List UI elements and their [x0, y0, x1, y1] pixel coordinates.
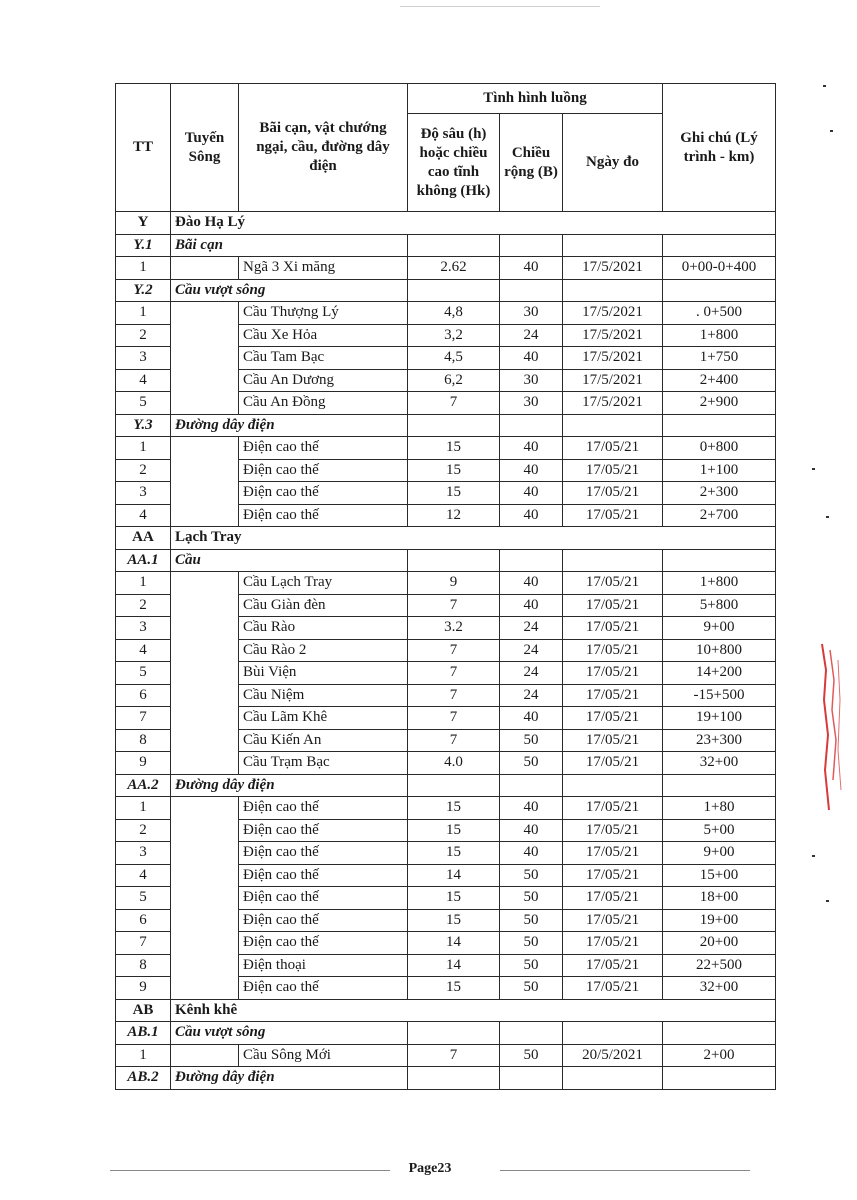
cell-name: Ngã 3 Xi măng: [239, 257, 408, 280]
cell-depth: 15: [408, 819, 500, 842]
cell-tuyen-song: [171, 437, 239, 527]
cell-name: Điện cao thế: [239, 819, 408, 842]
cell-name: Cầu An Đồng: [239, 392, 408, 415]
cell-width: 40: [500, 707, 563, 730]
cell-tt: AB.1: [116, 1022, 171, 1045]
cell-group-name: Đường dây điện: [171, 774, 408, 797]
cell-depth: [408, 774, 500, 797]
cell-date: 17/05/21: [563, 594, 663, 617]
scan-mark: [830, 130, 833, 132]
cell-depth: 4.0: [408, 752, 500, 775]
table-row: [116, 572, 776, 595]
cell-note: 20+00: [663, 932, 776, 955]
cell-name: Điện cao thế: [239, 459, 408, 482]
cell-note: 14+200: [663, 662, 776, 685]
cell-note: [663, 234, 776, 257]
cell-depth: 15: [408, 482, 500, 505]
top-rule: [400, 6, 600, 7]
cell-depth: 4,8: [408, 302, 500, 325]
cell-tt: 1: [116, 437, 171, 460]
cell-name: Điện cao thế: [239, 437, 408, 460]
cell-note: [663, 1067, 776, 1090]
cell-note: [663, 414, 776, 437]
cell-date: [563, 234, 663, 257]
cell-tuyen-song: [171, 302, 239, 415]
cell-tt: 4: [116, 369, 171, 392]
cell-width: 40: [500, 819, 563, 842]
cell-tt: 8: [116, 954, 171, 977]
cell-name: Cầu Tam Bạc: [239, 347, 408, 370]
cell-width: 30: [500, 369, 563, 392]
cell-note: [663, 774, 776, 797]
table-row: [116, 257, 776, 280]
cell-date: 17/05/21: [563, 662, 663, 685]
cell-name: Điện cao thế: [239, 842, 408, 865]
cell-route-name: Kênh khê: [171, 999, 776, 1022]
cell-name: Cầu Thượng Lý: [239, 302, 408, 325]
cell-depth: 7: [408, 1044, 500, 1067]
cell-depth: 15: [408, 459, 500, 482]
cell-width: 50: [500, 729, 563, 752]
table-row: [116, 302, 776, 325]
cell-name: Cầu Lãm Khê: [239, 707, 408, 730]
cell-date: [563, 549, 663, 572]
table-row: [116, 1044, 776, 1067]
cell-note: 1+800: [663, 572, 776, 595]
table-row: [116, 437, 776, 460]
cell-date: 17/05/21: [563, 504, 663, 527]
cell-depth: 3.2: [408, 617, 500, 640]
cell-name: Bùi Viện: [239, 662, 408, 685]
cell-name: Cầu Trạm Bạc: [239, 752, 408, 775]
cell-depth: [408, 414, 500, 437]
cell-note: 5+00: [663, 819, 776, 842]
cell-note: 5+800: [663, 594, 776, 617]
cell-name: Điện cao thế: [239, 887, 408, 910]
cell-width: 40: [500, 437, 563, 460]
header-do-sau: Độ sâu (h) hoặc chiều cao tĩnh không (Hk): [408, 114, 500, 212]
cell-group-name: Cầu vượt sông: [171, 279, 408, 302]
cell-depth: 15: [408, 977, 500, 1000]
cell-date: [563, 1022, 663, 1045]
cell-note: [663, 549, 776, 572]
cell-date: 17/5/2021: [563, 302, 663, 325]
cell-note: 1+100: [663, 459, 776, 482]
cell-name: Điện cao thế: [239, 932, 408, 955]
group-row: [116, 234, 776, 257]
cell-depth: 15: [408, 842, 500, 865]
cell-note: 2+700: [663, 504, 776, 527]
cell-width: 40: [500, 504, 563, 527]
cell-date: 17/05/21: [563, 954, 663, 977]
cell-width: [500, 1022, 563, 1045]
cell-name: Điện cao thế: [239, 482, 408, 505]
cell-tuyen-song: [171, 572, 239, 775]
header-tt: TT: [116, 84, 171, 212]
cell-width: 24: [500, 324, 563, 347]
cell-group-name: Đường dây điện: [171, 1067, 408, 1090]
header-chieu-rong: Chiều rộng (B): [500, 114, 563, 212]
cell-width: 24: [500, 639, 563, 662]
cell-tt: AA.1: [116, 549, 171, 572]
cell-date: [563, 414, 663, 437]
cell-name: Cầu Rào: [239, 617, 408, 640]
cell-tt: 1: [116, 797, 171, 820]
group-row: [116, 1022, 776, 1045]
cell-depth: 14: [408, 864, 500, 887]
cell-depth: 7: [408, 707, 500, 730]
cell-tt: 8: [116, 729, 171, 752]
cell-name: Điện cao thế: [239, 977, 408, 1000]
cell-depth: [408, 1067, 500, 1090]
cell-date: 17/05/21: [563, 572, 663, 595]
header-ghi-chu: Ghi chú (Lý trình - km): [663, 84, 776, 212]
cell-tt: 2: [116, 459, 171, 482]
cell-tt: 3: [116, 347, 171, 370]
table-row: [116, 797, 776, 820]
cell-date: [563, 1067, 663, 1090]
cell-depth: 15: [408, 797, 500, 820]
cell-name: Điện thoại: [239, 954, 408, 977]
cell-date: 17/05/21: [563, 482, 663, 505]
cell-depth: 7: [408, 662, 500, 685]
group-row: [116, 549, 776, 572]
cell-tt: 5: [116, 887, 171, 910]
cell-name: Cầu Xe Hỏa: [239, 324, 408, 347]
cell-depth: 9: [408, 572, 500, 595]
cell-note: [663, 1022, 776, 1045]
cell-tt: 4: [116, 504, 171, 527]
cell-tt: 5: [116, 392, 171, 415]
cell-depth: 14: [408, 932, 500, 955]
header-tuyen-song: Tuyến Sông: [171, 84, 239, 212]
cell-date: 17/5/2021: [563, 392, 663, 415]
cell-tt: 2: [116, 819, 171, 842]
cell-tt: 3: [116, 842, 171, 865]
cell-tt: 5: [116, 662, 171, 685]
cell-depth: 7: [408, 639, 500, 662]
red-seal-stamp: [816, 640, 846, 820]
cell-name: Cầu Lạch Tray: [239, 572, 408, 595]
cell-width: 40: [500, 482, 563, 505]
cell-tt: 1: [116, 1044, 171, 1067]
cell-note: 1+800: [663, 324, 776, 347]
cell-width: 50: [500, 932, 563, 955]
cell-depth: 7: [408, 684, 500, 707]
page-footer: [110, 1156, 750, 1186]
cell-depth: 14: [408, 954, 500, 977]
cell-note: 22+500: [663, 954, 776, 977]
cell-depth: 4,5: [408, 347, 500, 370]
cell-note: 10+800: [663, 639, 776, 662]
cell-depth: [408, 549, 500, 572]
cell-name: Điện cao thế: [239, 909, 408, 932]
cell-tt: 7: [116, 932, 171, 955]
cell-width: 30: [500, 392, 563, 415]
cell-width: 50: [500, 1044, 563, 1067]
cell-tt: 7: [116, 707, 171, 730]
header-tinh-hinh-luong: Tình hình luồng: [408, 84, 663, 114]
cell-group-name: Bãi cạn: [171, 234, 408, 257]
cell-tt: 3: [116, 617, 171, 640]
cell-depth: [408, 1022, 500, 1045]
cell-width: 50: [500, 752, 563, 775]
cell-note: 18+00: [663, 887, 776, 910]
cell-date: 17/05/21: [563, 729, 663, 752]
cell-tt: 2: [116, 594, 171, 617]
cell-date: 17/05/21: [563, 684, 663, 707]
table-body: [116, 212, 776, 1090]
cell-depth: 7: [408, 729, 500, 752]
cell-note: . 0+500: [663, 302, 776, 325]
cell-tt: 2: [116, 324, 171, 347]
cell-name: Cầu Kiến An: [239, 729, 408, 752]
cell-route-name: Lạch Tray: [171, 527, 776, 550]
cell-note: 0+00-0+400: [663, 257, 776, 280]
cell-tt: 1: [116, 572, 171, 595]
cell-tt: 9: [116, 977, 171, 1000]
cell-date: 17/5/2021: [563, 257, 663, 280]
cell-depth: 15: [408, 437, 500, 460]
cell-date: [563, 774, 663, 797]
cell-date: 17/5/2021: [563, 324, 663, 347]
cell-tuyen-song: [171, 257, 239, 280]
cell-date: 17/05/21: [563, 707, 663, 730]
page-number: Page23: [408, 1161, 452, 1176]
cell-route-name: Đào Hạ Lý: [171, 212, 776, 235]
cell-depth: 7: [408, 392, 500, 415]
cell-depth: 12: [408, 504, 500, 527]
cell-tt: 6: [116, 684, 171, 707]
cell-tuyen-song: [171, 1044, 239, 1067]
cell-tt: AA: [116, 527, 171, 550]
cell-note: 32+00: [663, 752, 776, 775]
cell-tt: AA.2: [116, 774, 171, 797]
cell-width: 50: [500, 909, 563, 932]
cell-depth: [408, 279, 500, 302]
cell-note: [663, 279, 776, 302]
cell-width: 40: [500, 257, 563, 280]
cell-depth: 7: [408, 594, 500, 617]
scan-mark: [823, 85, 826, 87]
cell-width: [500, 414, 563, 437]
cell-width: [500, 1067, 563, 1090]
cell-name: Cầu Sông Mới: [239, 1044, 408, 1067]
cell-tt: AB: [116, 999, 171, 1022]
scan-mark: [826, 900, 829, 902]
cell-depth: 15: [408, 887, 500, 910]
cell-date: 17/05/21: [563, 819, 663, 842]
cell-width: 50: [500, 954, 563, 977]
cell-note: 1+80: [663, 797, 776, 820]
scan-mark: [812, 855, 815, 857]
table-header: [116, 84, 776, 212]
cell-width: [500, 774, 563, 797]
cell-note: 1+750: [663, 347, 776, 370]
cell-date: 17/05/21: [563, 977, 663, 1000]
group-row: [116, 774, 776, 797]
cell-tt: 3: [116, 482, 171, 505]
cell-note: 2+400: [663, 369, 776, 392]
cell-group-name: Cầu: [171, 549, 408, 572]
cell-note: 15+00: [663, 864, 776, 887]
cell-width: 40: [500, 594, 563, 617]
cell-width: 30: [500, 302, 563, 325]
cell-width: 24: [500, 684, 563, 707]
route-row: [116, 527, 776, 550]
cell-width: 24: [500, 662, 563, 685]
cell-width: [500, 234, 563, 257]
cell-name: Điện cao thế: [239, 864, 408, 887]
cell-tt: Y: [116, 212, 171, 235]
waterway-table: [115, 83, 776, 1090]
cell-tt: Y.1: [116, 234, 171, 257]
cell-tt: 6: [116, 909, 171, 932]
cell-date: 17/05/21: [563, 617, 663, 640]
cell-name: Điện cao thế: [239, 504, 408, 527]
cell-tt: 4: [116, 864, 171, 887]
cell-width: [500, 279, 563, 302]
group-row: [116, 1067, 776, 1090]
group-row: [116, 279, 776, 302]
cell-date: 17/05/21: [563, 932, 663, 955]
cell-tuyen-song: [171, 797, 239, 1000]
cell-name: Điện cao thế: [239, 797, 408, 820]
cell-note: 2+900: [663, 392, 776, 415]
footer-rule-right: [500, 1170, 750, 1171]
cell-depth: 15: [408, 909, 500, 932]
cell-note: -15+500: [663, 684, 776, 707]
cell-width: 40: [500, 797, 563, 820]
cell-width: [500, 549, 563, 572]
cell-name: Cầu Rào 2: [239, 639, 408, 662]
scan-mark: [812, 468, 815, 470]
cell-depth: 6,2: [408, 369, 500, 392]
cell-date: 17/05/21: [563, 459, 663, 482]
cell-width: 24: [500, 617, 563, 640]
cell-tt: 9: [116, 752, 171, 775]
group-row: [116, 414, 776, 437]
cell-date: 17/05/21: [563, 887, 663, 910]
cell-width: 50: [500, 977, 563, 1000]
cell-width: 40: [500, 459, 563, 482]
cell-width: 40: [500, 842, 563, 865]
cell-tt: Y.2: [116, 279, 171, 302]
cell-width: 50: [500, 864, 563, 887]
cell-date: 20/5/2021: [563, 1044, 663, 1067]
cell-date: [563, 279, 663, 302]
cell-note: 9+00: [663, 617, 776, 640]
header-bai-can: Bãi cạn, vật chướng ngại, cầu, đường dây điện: [239, 84, 408, 212]
cell-group-name: Cầu vượt sông: [171, 1022, 408, 1045]
cell-width: 40: [500, 572, 563, 595]
cell-date: 17/5/2021: [563, 347, 663, 370]
cell-date: 17/05/21: [563, 909, 663, 932]
route-row: [116, 212, 776, 235]
cell-group-name: Đường dây điện: [171, 414, 408, 437]
cell-name: Cầu Niệm: [239, 684, 408, 707]
cell-note: 2+00: [663, 1044, 776, 1067]
cell-depth: 3,2: [408, 324, 500, 347]
cell-tt: 1: [116, 257, 171, 280]
cell-name: Cầu An Dương: [239, 369, 408, 392]
cell-tt: 1: [116, 302, 171, 325]
route-row: [116, 999, 776, 1022]
cell-name: Cầu Giàn đèn: [239, 594, 408, 617]
cell-note: 0+800: [663, 437, 776, 460]
cell-date: 17/05/21: [563, 842, 663, 865]
cell-note: 9+00: [663, 842, 776, 865]
cell-date: 17/5/2021: [563, 369, 663, 392]
cell-note: 32+00: [663, 977, 776, 1000]
cell-date: 17/05/21: [563, 797, 663, 820]
cell-note: 19+00: [663, 909, 776, 932]
cell-date: 17/05/21: [563, 437, 663, 460]
cell-depth: [408, 234, 500, 257]
cell-note: 23+300: [663, 729, 776, 752]
header-ngay-do: Ngày đo: [563, 114, 663, 212]
cell-width: 40: [500, 347, 563, 370]
scan-mark: [826, 516, 829, 518]
cell-date: 17/05/21: [563, 752, 663, 775]
cell-date: 17/05/21: [563, 864, 663, 887]
cell-tt: Y.3: [116, 414, 171, 437]
cell-width: 50: [500, 887, 563, 910]
cell-depth: 2.62: [408, 257, 500, 280]
cell-note: 2+300: [663, 482, 776, 505]
cell-tt: AB.2: [116, 1067, 171, 1090]
cell-tt: 4: [116, 639, 171, 662]
cell-note: 19+100: [663, 707, 776, 730]
cell-date: 17/05/21: [563, 639, 663, 662]
